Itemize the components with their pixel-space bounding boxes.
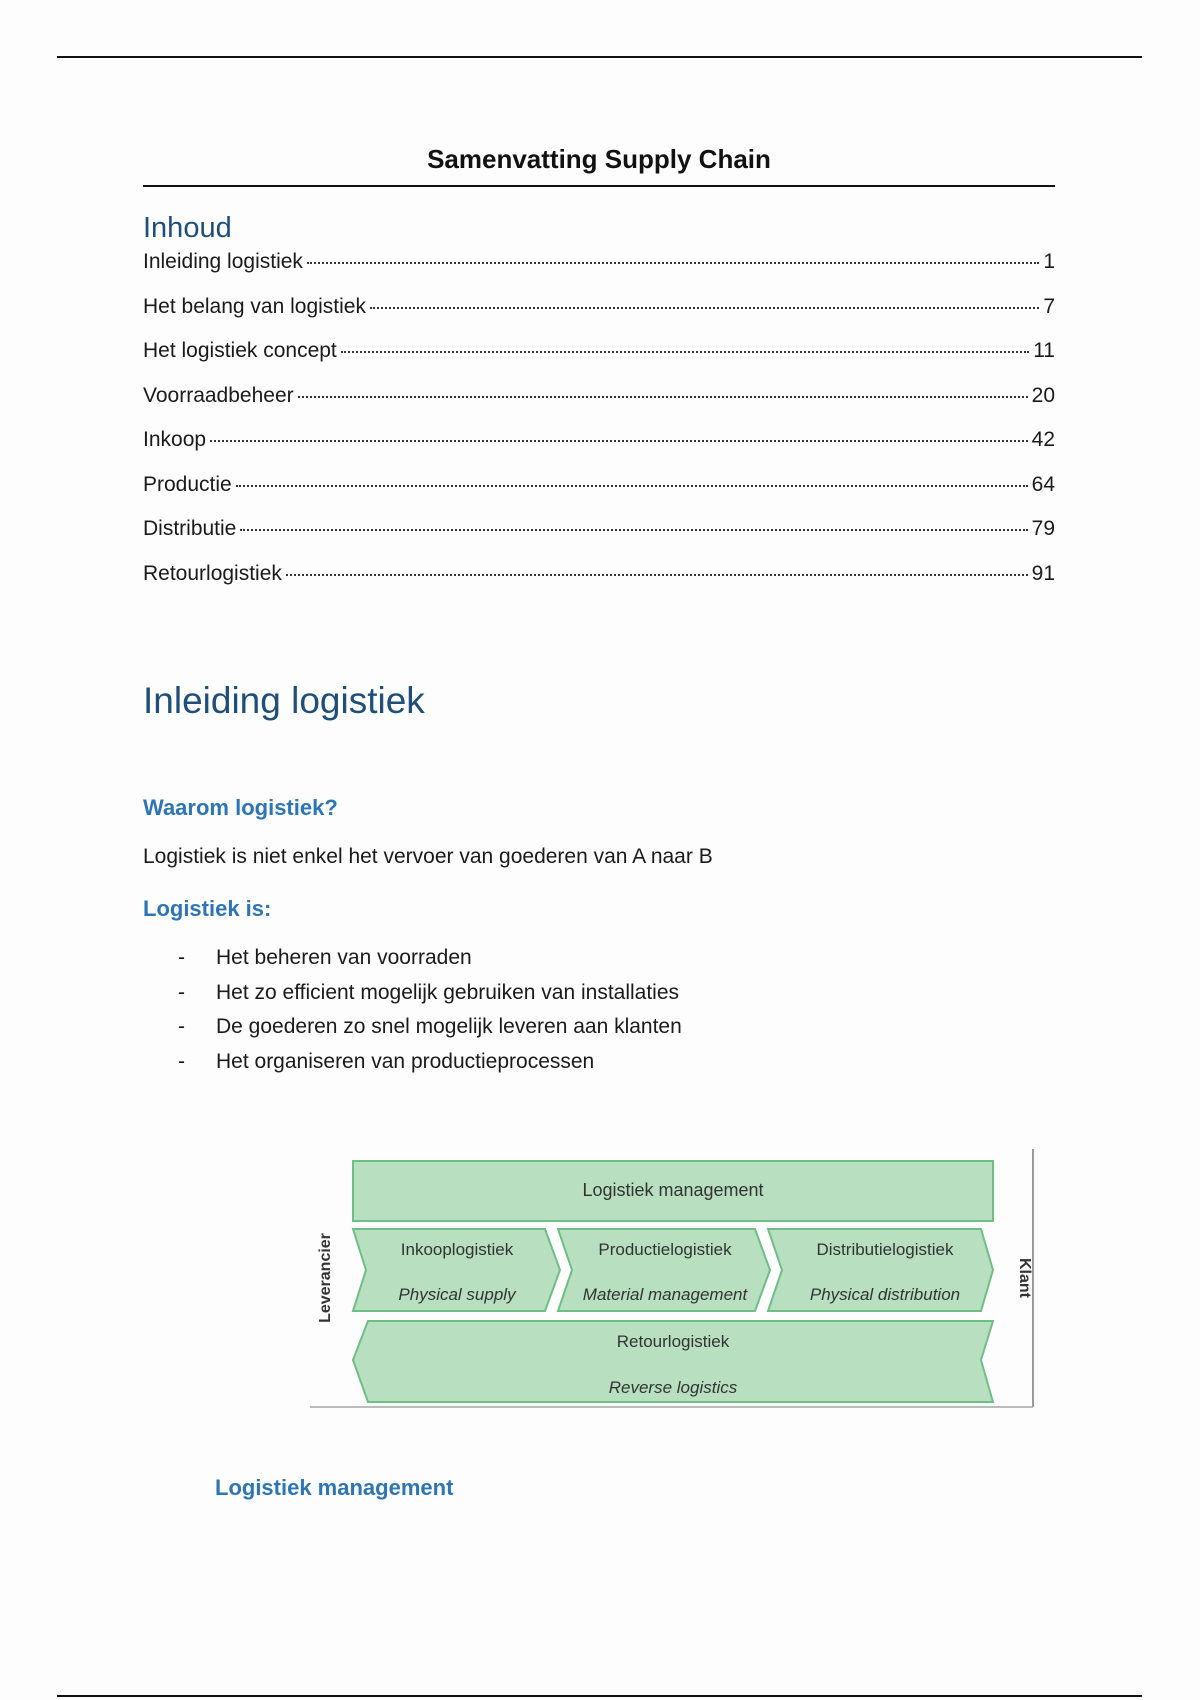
toc-entry-page: 79 bbox=[1031, 517, 1055, 540]
diagram-left-label: Leverancier bbox=[317, 1233, 334, 1323]
toc-entry[interactable] bbox=[143, 517, 1055, 562]
diagram-stage-subtitle: Material management bbox=[582, 1285, 748, 1304]
toc-entry[interactable] bbox=[143, 428, 1055, 473]
toc-entry-label[interactable]: Retourlogistiek bbox=[143, 561, 282, 585]
toc-entry[interactable] bbox=[143, 562, 1055, 607]
logistics-diagram bbox=[300, 1145, 1040, 1410]
toc-leader-dots bbox=[210, 437, 1028, 442]
title-underline bbox=[143, 185, 1055, 187]
bullet-dash: - bbox=[178, 1015, 185, 1038]
toc-entry[interactable] bbox=[143, 250, 1055, 295]
bullet-dash: - bbox=[178, 1049, 185, 1073]
section-title: Inleiding logistiek bbox=[143, 680, 425, 721]
toc-entry-page: 11 bbox=[1033, 339, 1055, 362]
toc-leader-dots bbox=[370, 304, 1039, 309]
diagram-stage-title: Productielogistiek bbox=[598, 1240, 732, 1259]
bullet-dash: - bbox=[178, 980, 185, 1004]
toc-entry-label[interactable]: Het logistiek concept bbox=[143, 339, 337, 362]
toc-entry-page: 20 bbox=[1031, 383, 1055, 407]
toc-entry-label[interactable]: Inleiding logistiek bbox=[143, 250, 303, 273]
page-bottom-rule bbox=[57, 1695, 1142, 1697]
toc-leader-dots bbox=[240, 526, 1027, 531]
toc-leader-dots bbox=[298, 393, 1028, 398]
diagram-stage-title: Inkooplogistiek bbox=[400, 1240, 514, 1259]
diagram-right-label: Klant bbox=[1016, 1258, 1033, 1298]
diagram-stage-subtitle: Physical distribution bbox=[809, 1285, 961, 1304]
toc-entry-page: 1 bbox=[1043, 250, 1055, 273]
toc-entry-page: 7 bbox=[1043, 294, 1055, 318]
diagram-reverse-subtitle: Reverse logistics bbox=[608, 1378, 738, 1397]
toc-entry[interactable] bbox=[143, 339, 1055, 384]
list-item-text: Het zo efficient mogelijk gebruiken van installaties bbox=[216, 980, 680, 1004]
list-item bbox=[178, 946, 682, 981]
table-of-contents bbox=[143, 250, 1055, 606]
toc-entry-page: 42 bbox=[1031, 428, 1055, 451]
toc-entry-label[interactable]: Voorraadbeheer bbox=[143, 383, 294, 407]
toc-leader-dots bbox=[286, 571, 1028, 576]
why-paragraph: Logistiek is niet enkel het vervoer van goederen van A naar B bbox=[143, 845, 713, 868]
list-item bbox=[178, 1015, 682, 1050]
toc-leader-dots bbox=[307, 259, 1039, 264]
logistiek-is-heading: Logistiek is: bbox=[143, 896, 272, 921]
toc-entry[interactable] bbox=[143, 295, 1055, 340]
list-item-text: De goederen zo snel mogelijk leveren aan klanten bbox=[216, 1015, 682, 1038]
diagram-reverse-title: Retourlogistiek bbox=[616, 1332, 730, 1351]
diagram-top-bar-label: Logistiek management bbox=[582, 1180, 764, 1200]
diagram-stage-title: Distributielogistiek bbox=[816, 1240, 954, 1259]
document-title: Samenvatting Supply Chain bbox=[427, 144, 771, 174]
list-item-text: Het organiseren van productieprocessen bbox=[216, 1049, 595, 1073]
toc-leader-dots bbox=[341, 348, 1029, 353]
toc-entry-page: 64 bbox=[1031, 472, 1055, 496]
toc-entry-label[interactable]: Inkoop bbox=[143, 428, 207, 451]
list-item-text: Het beheren van voorraden bbox=[216, 946, 472, 969]
toc-heading: Inhoud bbox=[143, 212, 232, 244]
page-top-rule bbox=[57, 56, 1142, 58]
toc-leader-dots bbox=[236, 482, 1028, 487]
bullet-dash: - bbox=[178, 946, 185, 969]
toc-entry-label[interactable]: Productie bbox=[143, 472, 232, 496]
toc-entry-page: 91 bbox=[1031, 561, 1055, 585]
why-heading: Waarom logistiek? bbox=[143, 795, 338, 820]
list-item bbox=[178, 1050, 682, 1085]
toc-entry[interactable] bbox=[143, 384, 1055, 429]
logistiek-management-heading: Logistiek management bbox=[215, 1475, 454, 1500]
toc-entry-label[interactable]: Distributie bbox=[143, 517, 237, 540]
diagram-stage-subtitle: Physical supply bbox=[398, 1285, 516, 1304]
toc-entry-label[interactable]: Het belang van logistiek bbox=[143, 294, 366, 318]
bullet-list bbox=[178, 946, 682, 1084]
list-item bbox=[178, 981, 682, 1016]
toc-entry[interactable] bbox=[143, 473, 1055, 518]
